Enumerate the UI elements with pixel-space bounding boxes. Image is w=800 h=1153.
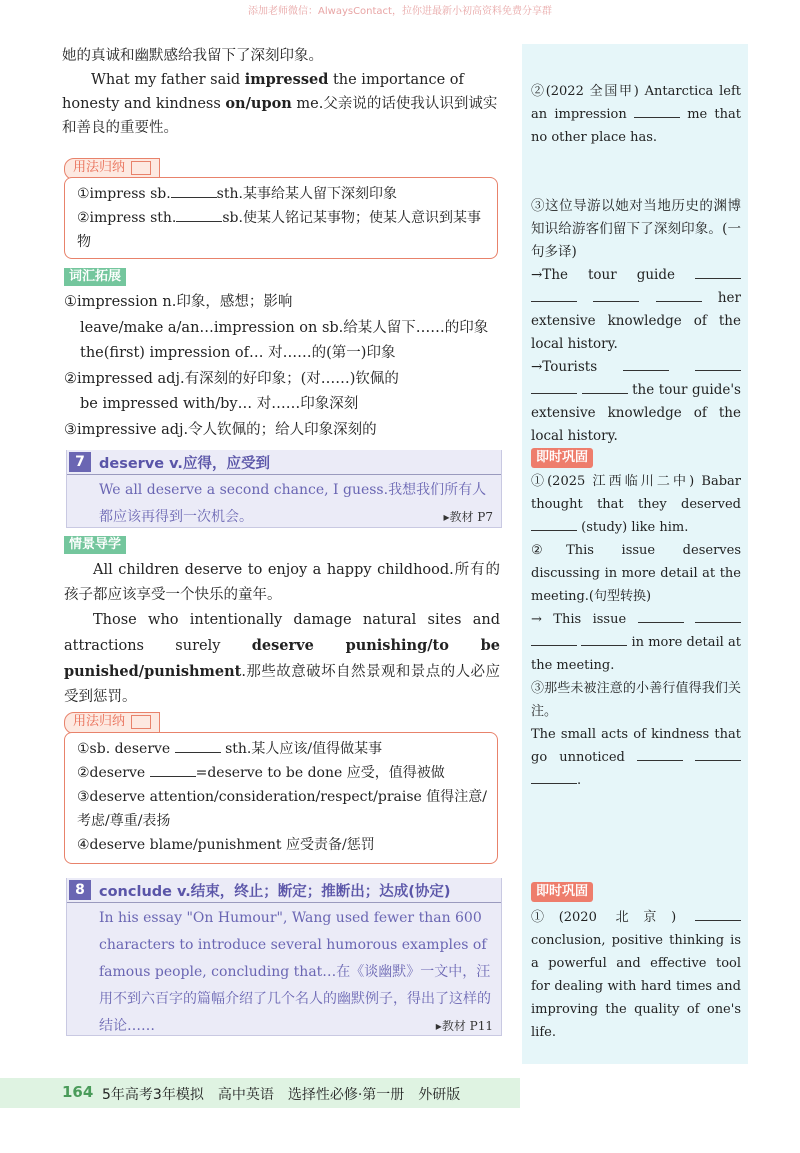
s2: ②This issue deserves discussing in more detail at the meeting.(句型转换) <box>531 543 741 604</box>
example-sentence: What my father said impressed the importance of honesty and kindness on/upon me.父亲说的话使我认识到诚实和善良的重要性。 <box>62 71 498 136</box>
book-icon <box>131 715 151 729</box>
usage-tag-1: 用法归纳 <box>64 158 160 180</box>
scene-tag: 情景导学 <box>64 536 126 554</box>
ext-line-2: leave/make a/an…impression on sb.给某人留下……的印象 <box>80 319 489 336</box>
usage1-line1: ①impress sb. sth.某事给某人留下深刻印象 <box>77 182 487 206</box>
usage1-line2: ②impress sth. sb.使某人铭记某事物；使某人意识到某事物 <box>77 206 487 254</box>
scene-text <box>64 558 500 710</box>
consolidate-tag-1: 即时巩固 <box>531 448 593 468</box>
s1: ①(2025 江西临川二中) Babar thought that they deserved (study) like him. <box>531 474 741 535</box>
textbook-source: ▸教材 P11 <box>435 1019 493 1033</box>
vocab8-word: conclude v.结束，终止；断定；推断出；达成(协定) <box>99 883 451 900</box>
ext-line-6: ③impressive adj.令人钦佩的；给人印象深刻的 <box>64 421 377 438</box>
watermark: 添加老师微信：AlwaysContact，拉你进最新小初高资料免费分享群 <box>248 6 552 17</box>
usage2-line1: ①sb. deserve sth.某人应该/值得做某事 <box>77 737 487 761</box>
usage2-line4: ④deserve blame/punishment 应受责备/惩罚 <box>77 837 375 853</box>
ext-line-1: ①impression n.印象，感想；影响 <box>64 294 293 310</box>
usage-box-2 <box>64 732 498 864</box>
vocab-entry-8 <box>66 878 502 1036</box>
vocab8-example: In his essay "On Humour", Wang used fewer than 600 characters to introduce several humorous examples of famous people, concluding that…在《谈幽默》一文中，汪用不到六百字的篇幅介绍了几个名人的幽默例子，得出了这样的结论…… ▸教材 P11 <box>67 903 501 1042</box>
s3: ③那些未被注意的小善行值得我们关注。 <box>531 681 741 719</box>
usage-box-1 <box>64 177 498 259</box>
ext-line-4: ②impressed adj.有深刻的好印象；(对……)钦佩的 <box>64 370 399 387</box>
intro-line: 她的真诚和幽默感给我留下了深刻印象。 <box>62 48 323 64</box>
consolidate-tag-2: 即时巩固 <box>531 882 593 902</box>
extension-tag: 词汇拓展 <box>64 268 126 286</box>
footer-title: 5年高考3年模拟 高中英语 选择性必修·第一册 外研版 <box>102 1087 461 1103</box>
side-t-block: ①(2020 北京) conclusion, positive thinking is a powerful and effective tool for dealing with hard times and improving the quality of one's life. <box>531 906 741 1044</box>
page-number: 164 <box>62 1083 94 1101</box>
ext-line-5: be impressed with/by… 对……印象深刻 <box>80 396 359 412</box>
side-q2: ②(2022 全国甲) Antarctica left an impression me that no other place has. <box>531 84 741 145</box>
extension-list <box>64 290 504 443</box>
q3-answer-a: →The tour guide her extensive knowledge of the local history. <box>531 264 741 356</box>
side-q3 <box>531 195 741 448</box>
side-s-block <box>531 470 741 792</box>
vocab7-example: We all deserve a second chance, I guess.我想我们所有人都应该再得到一次机会。 ▸教材 P7 <box>67 475 501 533</box>
vocab7-head: 7 deserve v.应得，应受到 <box>67 450 501 475</box>
q3-answer-b: →Tourists the tour guide's extensive knowledge of the local history. <box>531 356 741 448</box>
scene-p2: Those who intentionally damage natural sites and attractions surely deserve punishing/to be punished/punishment.那些故意破坏自然景观和景点的人必应受到惩罚。 <box>64 612 501 705</box>
vocab-entry-7 <box>66 450 502 528</box>
s2-answer: → This issue in more detail at the meeting. <box>531 608 741 677</box>
scene-p1: All children deserve to enjoy a happy childhood.所有的孩子都应该享受一个快乐的童年。 <box>64 562 500 603</box>
usage-tag-2: 用法归纳 <box>64 712 160 734</box>
book-icon <box>131 161 151 175</box>
ext-line-3: the(first) impression of… 对……的(第一)印象 <box>80 345 396 361</box>
usage2-line3: ③deserve attention/consideration/respect/praise 值得注意/考虑/尊重/表扬 <box>77 789 487 829</box>
usage2-line2: ②deserve =deserve to be done 应受，值得被做 <box>77 761 487 785</box>
vocab7-word: deserve v.应得，应受到 <box>99 455 270 472</box>
s3-answer: The small acts of kindness that go unnoticed . <box>531 727 741 788</box>
q3-prompt: ③这位导游以她对当地历史的渊博知识给游客们留下了深刻印象。(一句多译) <box>531 198 741 260</box>
textbook-source: ▸教材 P7 <box>443 510 493 524</box>
vocab8-head: 8 conclude v.结束，终止；断定；推断出；达成(协定) <box>67 878 501 903</box>
main-column <box>62 44 502 140</box>
